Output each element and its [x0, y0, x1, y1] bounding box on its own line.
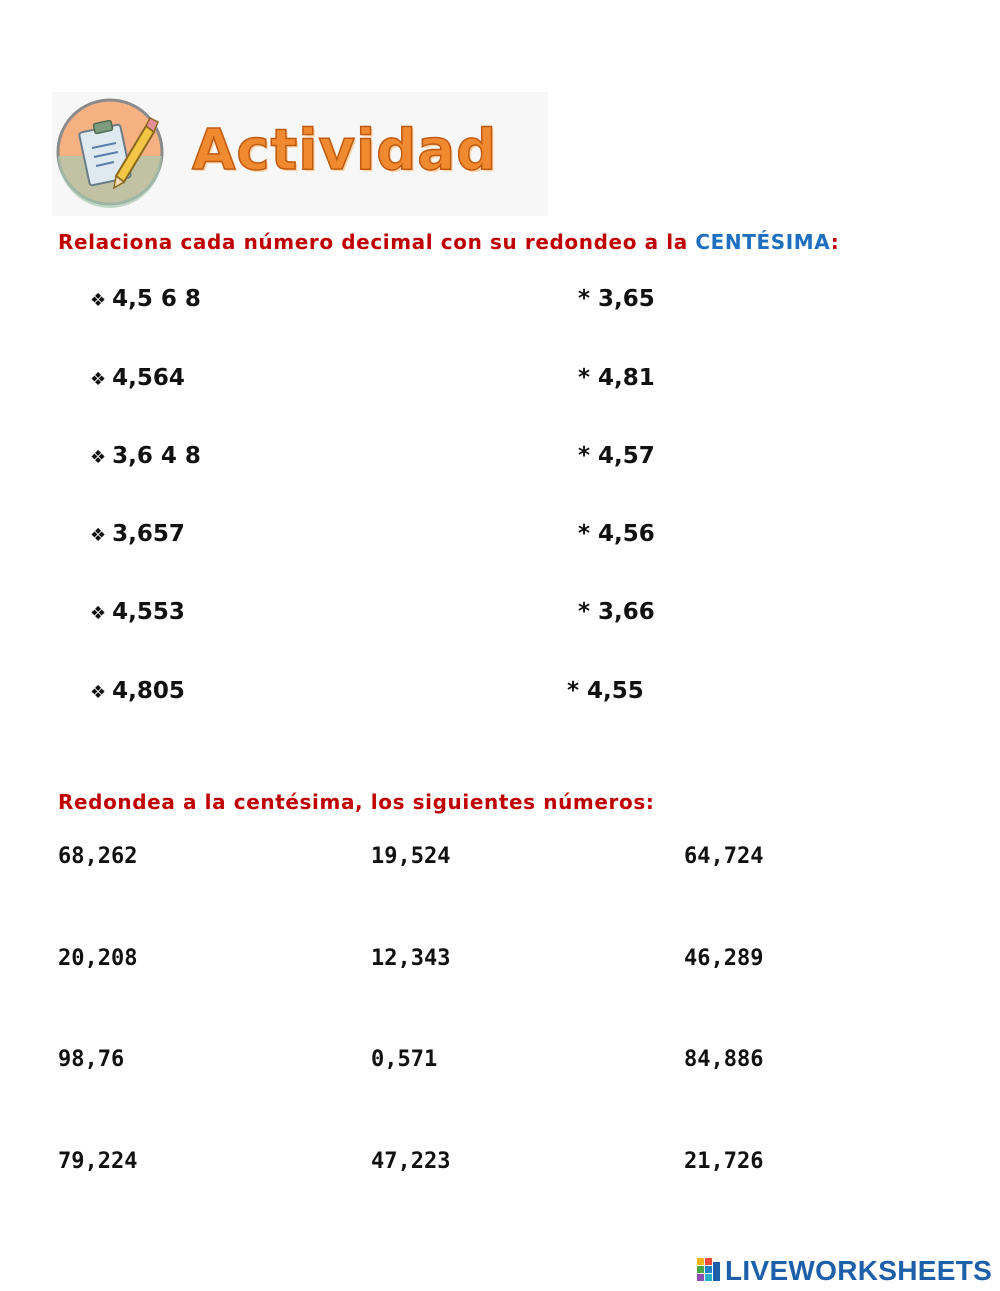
number-to-round: 64,724 [684, 844, 764, 869]
rounded-option[interactable]: * 4,56 [578, 521, 655, 547]
decimal-item[interactable] [90, 678, 185, 704]
instruction-colon: : [830, 230, 840, 254]
decimal-item[interactable] [90, 365, 185, 391]
number-to-round: 20,208 [58, 946, 138, 971]
number-to-round: 12,343 [371, 946, 451, 971]
decimal-value: 4,5 6 8 [112, 286, 201, 312]
number-to-round: 79,224 [58, 1149, 138, 1174]
diamond-bullet-icon: ❖ [90, 447, 107, 468]
decimal-value: 3,6 4 8 [112, 443, 201, 469]
decimal-value: 4,564 [112, 365, 185, 391]
number-to-round: 68,262 [58, 844, 138, 869]
number-to-round: 0,571 [371, 1047, 438, 1072]
decimal-item[interactable] [90, 443, 201, 469]
rounded-option[interactable]: * 4,81 [578, 365, 655, 391]
number-to-round: 46,289 [684, 946, 764, 971]
page-title: Actividad [192, 118, 498, 183]
decimal-item[interactable] [90, 521, 185, 547]
number-to-round: 47,223 [371, 1149, 451, 1174]
diamond-bullet-icon: ❖ [90, 603, 107, 624]
diamond-bullet-icon: ❖ [90, 682, 107, 703]
brand-name: LIVEWORKSHEETS [725, 1255, 993, 1286]
decimal-value: 4,805 [112, 678, 185, 704]
rounded-option[interactable]: * 3,66 [578, 599, 655, 625]
instruction-text: Relaciona cada número decimal con su redondeo a la [58, 230, 696, 254]
rounded-option[interactable]: * 3,65 [578, 286, 655, 312]
footer-brand[interactable] [697, 1254, 992, 1288]
decimal-item[interactable] [90, 286, 201, 312]
number-to-round: 84,886 [684, 1047, 764, 1072]
decimal-value: 4,553 [112, 599, 185, 625]
clipboard-pencil-icon [54, 96, 166, 208]
diamond-bullet-icon: ❖ [90, 369, 107, 390]
decimal-value: 3,657 [112, 521, 185, 547]
rounding-instruction: Redondea a la centésima, los siguientes números: [58, 790, 655, 814]
diamond-bullet-icon: ❖ [90, 290, 107, 311]
liveworksheets-logo-icon [697, 1258, 721, 1284]
instruction-keyword: CENTÉSIMA [695, 230, 831, 254]
decimal-item[interactable] [90, 599, 185, 625]
matching-instruction [58, 230, 839, 254]
number-to-round: 19,524 [371, 844, 451, 869]
number-to-round: 21,726 [684, 1149, 764, 1174]
rounded-option[interactable]: * 4,57 [578, 443, 655, 469]
number-to-round: 98,76 [58, 1047, 125, 1072]
rounded-option[interactable]: * 4,55 [567, 678, 644, 704]
diamond-bullet-icon: ❖ [90, 525, 107, 546]
